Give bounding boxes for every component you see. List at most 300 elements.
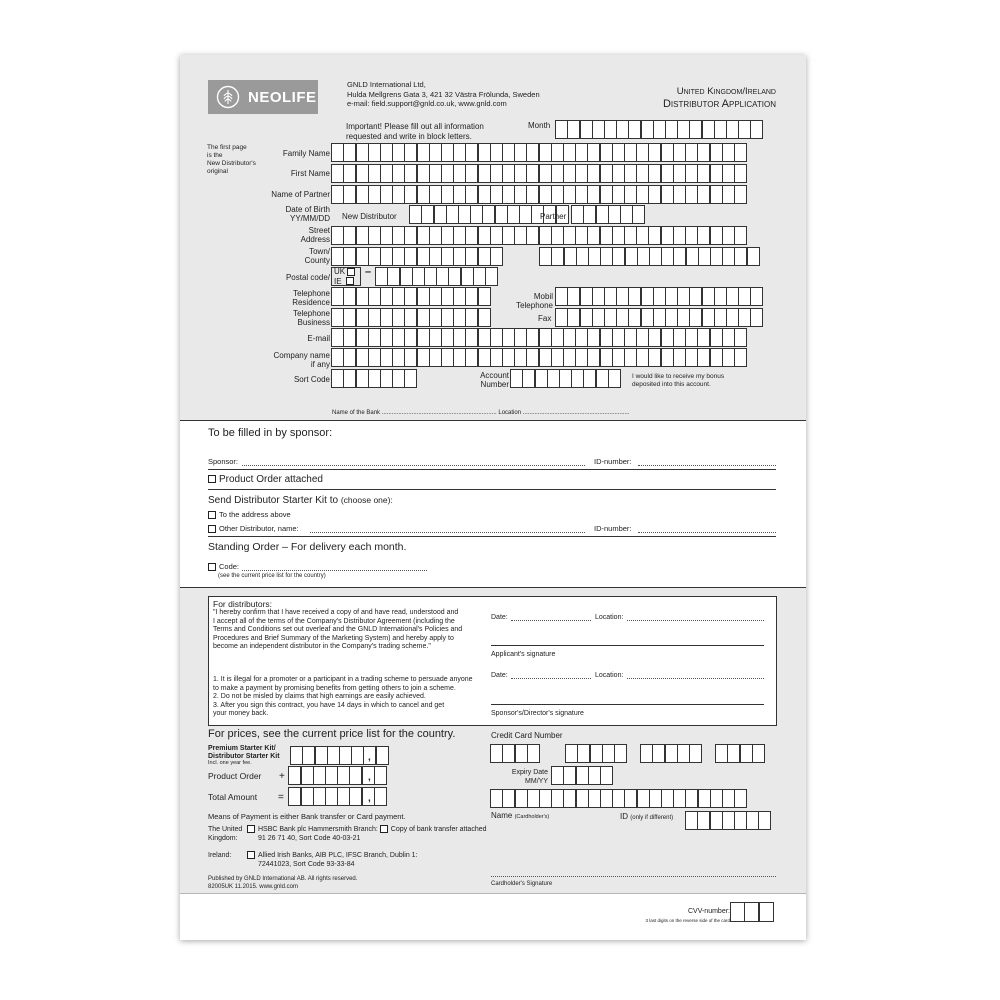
input-box[interactable] (502, 164, 515, 183)
input-box[interactable] (404, 164, 417, 183)
input-box[interactable] (555, 287, 568, 306)
input-box[interactable] (429, 308, 442, 327)
input-box[interactable] (722, 348, 735, 367)
input-box[interactable] (744, 902, 759, 922)
input-box[interactable] (527, 744, 540, 763)
input-box[interactable] (465, 164, 478, 183)
input-box[interactable] (758, 811, 771, 830)
input-box[interactable] (551, 348, 564, 367)
input-box[interactable] (673, 348, 686, 367)
input-box[interactable] (502, 789, 515, 808)
input-box[interactable] (465, 308, 478, 327)
input-box[interactable] (636, 164, 649, 183)
input-box[interactable] (404, 287, 417, 306)
input-box[interactable] (710, 185, 723, 204)
input-box[interactable] (685, 185, 698, 204)
input-box[interactable] (551, 328, 564, 347)
input-box[interactable] (485, 267, 498, 286)
input-box[interactable] (563, 328, 576, 347)
input-box[interactable] (368, 308, 381, 327)
input-box[interactable] (356, 247, 369, 266)
input-box[interactable] (689, 120, 702, 139)
input-box[interactable] (636, 328, 649, 347)
input-box[interactable] (649, 247, 662, 266)
input-box[interactable] (380, 308, 393, 327)
sponsor-signature-line[interactable] (491, 704, 764, 705)
input-box[interactable] (697, 328, 710, 347)
card-number-group-3[interactable] (641, 744, 702, 763)
input-box[interactable] (331, 287, 344, 306)
input-box[interactable] (429, 164, 442, 183)
input-box[interactable] (331, 348, 344, 367)
input-box[interactable] (564, 247, 577, 266)
input-box[interactable] (612, 185, 625, 204)
input-box[interactable] (429, 226, 442, 245)
input-box[interactable] (453, 247, 466, 266)
input-box[interactable] (612, 247, 625, 266)
input-box[interactable] (600, 185, 613, 204)
input-box[interactable] (526, 164, 539, 183)
input-box[interactable] (653, 308, 666, 327)
input-box[interactable] (738, 120, 751, 139)
fax-boxes[interactable] (556, 308, 763, 327)
input-box[interactable] (331, 247, 344, 266)
input-box[interactable] (702, 308, 715, 327)
sponsor-id-field[interactable] (638, 465, 776, 466)
input-box[interactable] (343, 185, 356, 204)
other-distributor-checkbox[interactable] (208, 525, 216, 533)
to-address-checkbox[interactable] (208, 511, 216, 519)
account-number-boxes[interactable] (511, 369, 621, 388)
input-box[interactable] (600, 226, 613, 245)
input-box[interactable] (661, 789, 674, 808)
input-box[interactable] (465, 348, 478, 367)
mobile-boxes[interactable] (556, 287, 763, 306)
input-box[interactable] (313, 766, 326, 785)
input-box[interactable] (734, 811, 747, 830)
input-box[interactable] (331, 164, 344, 183)
input-box[interactable] (453, 185, 466, 204)
input-box[interactable] (686, 247, 699, 266)
input-box[interactable] (637, 789, 650, 808)
input-box[interactable] (417, 328, 430, 347)
input-box[interactable] (714, 308, 727, 327)
input-box[interactable] (588, 766, 601, 785)
input-box[interactable] (636, 143, 649, 162)
input-box[interactable] (539, 328, 552, 347)
input-box[interactable] (356, 348, 369, 367)
input-box[interactable] (429, 247, 442, 266)
input-box[interactable] (478, 185, 491, 204)
input-box[interactable] (441, 164, 454, 183)
input-box[interactable] (448, 267, 461, 286)
input-box[interactable] (702, 287, 715, 306)
input-box[interactable] (698, 789, 711, 808)
input-box[interactable] (710, 164, 723, 183)
code-checkbox[interactable] (208, 563, 216, 571)
input-box[interactable] (600, 143, 613, 162)
input-box[interactable] (526, 226, 539, 245)
other-distributor-field[interactable] (310, 532, 585, 533)
tel-business-boxes[interactable] (332, 308, 491, 327)
input-box[interactable] (575, 143, 588, 162)
input-box[interactable] (722, 247, 735, 266)
input-box[interactable] (612, 348, 625, 367)
input-box[interactable] (726, 308, 739, 327)
input-box[interactable] (535, 369, 548, 388)
input-box[interactable] (502, 348, 515, 367)
input-box[interactable] (673, 247, 686, 266)
input-box[interactable] (600, 348, 613, 367)
town-boxes-partner[interactable] (540, 247, 760, 266)
input-box[interactable] (587, 143, 600, 162)
input-box[interactable] (392, 226, 405, 245)
input-box[interactable] (673, 226, 686, 245)
input-box[interactable] (673, 789, 686, 808)
input-box[interactable] (685, 811, 698, 830)
input-box[interactable] (288, 766, 301, 785)
input-box[interactable] (368, 369, 381, 388)
input-box[interactable] (301, 766, 314, 785)
input-box[interactable] (313, 787, 326, 806)
input-box[interactable] (404, 185, 417, 204)
input-box[interactable] (685, 226, 698, 245)
input-box[interactable] (632, 205, 645, 224)
input-box[interactable] (661, 348, 674, 367)
input-box[interactable] (429, 185, 442, 204)
input-box[interactable] (714, 120, 727, 139)
input-box[interactable] (738, 308, 751, 327)
starter-kit-amount-boxes[interactable] (291, 746, 389, 765)
input-box[interactable] (649, 789, 662, 808)
input-box[interactable] (331, 308, 344, 327)
input-box[interactable] (653, 287, 666, 306)
input-box[interactable] (343, 308, 356, 327)
input-box[interactable] (587, 348, 600, 367)
input-box[interactable] (356, 143, 369, 162)
sponsor-field[interactable] (242, 465, 585, 466)
input-box[interactable] (600, 328, 613, 347)
input-box[interactable] (356, 369, 369, 388)
input-box[interactable] (417, 348, 430, 367)
first-name-boxes[interactable] (332, 164, 747, 183)
input-box[interactable] (636, 185, 649, 204)
input-box[interactable] (661, 185, 674, 204)
family-name-boxes[interactable] (332, 143, 747, 162)
input-box[interactable] (514, 328, 527, 347)
cardholder-signature-line[interactable] (491, 876, 776, 877)
input-box[interactable] (551, 247, 564, 266)
input-box[interactable] (588, 247, 601, 266)
input-box[interactable] (478, 247, 491, 266)
input-box[interactable] (689, 287, 702, 306)
input-box[interactable] (458, 205, 471, 224)
input-box[interactable] (563, 226, 576, 245)
input-box[interactable] (465, 143, 478, 162)
input-box[interactable] (734, 164, 747, 183)
input-box[interactable] (641, 308, 654, 327)
input-box[interactable] (673, 143, 686, 162)
input-box[interactable] (620, 205, 633, 224)
input-box[interactable] (478, 287, 491, 306)
aib-checkbox[interactable] (247, 851, 255, 859)
input-box[interactable] (356, 164, 369, 183)
input-box[interactable] (577, 744, 590, 763)
input-box[interactable] (539, 185, 552, 204)
input-box[interactable] (461, 267, 474, 286)
input-box[interactable] (637, 247, 650, 266)
tel-residence-boxes[interactable] (332, 287, 491, 306)
input-box[interactable] (380, 369, 393, 388)
input-box[interactable] (710, 348, 723, 367)
input-box[interactable] (587, 164, 600, 183)
input-box[interactable] (714, 287, 727, 306)
input-box[interactable] (331, 369, 344, 388)
input-box[interactable] (441, 328, 454, 347)
input-box[interactable] (473, 267, 486, 286)
input-box[interactable] (750, 120, 763, 139)
input-box[interactable] (575, 185, 588, 204)
input-box[interactable] (515, 744, 528, 763)
input-box[interactable] (368, 164, 381, 183)
input-box[interactable] (356, 287, 369, 306)
input-box[interactable] (331, 226, 344, 245)
other-id-field[interactable] (638, 532, 776, 533)
input-box[interactable] (730, 902, 745, 922)
applicant-signature-line[interactable] (491, 645, 764, 646)
input-box[interactable] (490, 143, 503, 162)
input-box[interactable] (343, 348, 356, 367)
input-box[interactable] (722, 811, 735, 830)
input-box[interactable] (590, 744, 603, 763)
input-box[interactable] (380, 247, 393, 266)
input-box[interactable] (641, 120, 654, 139)
input-box[interactable] (738, 287, 751, 306)
input-box[interactable] (331, 267, 361, 286)
input-box[interactable] (587, 328, 600, 347)
input-box[interactable] (288, 787, 301, 806)
cardholder-name-boxes[interactable] (491, 789, 747, 808)
input-box[interactable] (673, 328, 686, 347)
input-box[interactable] (746, 811, 759, 830)
input-box[interactable] (710, 247, 723, 266)
input-box[interactable] (592, 308, 605, 327)
input-box[interactable] (722, 164, 735, 183)
input-box[interactable] (392, 247, 405, 266)
input-box[interactable] (392, 348, 405, 367)
input-box[interactable] (514, 226, 527, 245)
input-box[interactable] (514, 185, 527, 204)
input-box[interactable] (580, 287, 593, 306)
input-box[interactable] (596, 369, 609, 388)
input-box[interactable] (478, 308, 491, 327)
input-box[interactable] (750, 287, 763, 306)
input-box[interactable] (685, 143, 698, 162)
input-box[interactable] (436, 267, 449, 286)
card-number-group-2[interactable] (566, 744, 627, 763)
input-box[interactable] (624, 226, 637, 245)
input-box[interactable] (648, 328, 661, 347)
input-box[interactable] (734, 226, 747, 245)
input-box[interactable] (376, 746, 389, 765)
input-box[interactable] (600, 789, 613, 808)
input-box[interactable] (441, 247, 454, 266)
input-box[interactable] (575, 226, 588, 245)
input-box[interactable] (580, 120, 593, 139)
input-box[interactable] (685, 789, 698, 808)
input-box[interactable] (519, 205, 532, 224)
input-box[interactable] (301, 787, 314, 806)
input-box[interactable] (349, 787, 362, 806)
input-box[interactable] (441, 185, 454, 204)
town-boxes-distributor[interactable] (332, 247, 503, 266)
input-box[interactable] (710, 789, 723, 808)
input-box[interactable] (697, 226, 710, 245)
input-box[interactable] (710, 226, 723, 245)
input-box[interactable] (392, 369, 405, 388)
input-box[interactable] (368, 348, 381, 367)
input-box[interactable] (441, 348, 454, 367)
input-box[interactable] (596, 205, 609, 224)
input-box[interactable] (576, 789, 589, 808)
input-box[interactable] (677, 308, 690, 327)
input-box[interactable] (726, 120, 739, 139)
input-box[interactable] (490, 348, 503, 367)
input-box[interactable] (612, 143, 625, 162)
input-box[interactable] (392, 287, 405, 306)
input-box[interactable] (465, 185, 478, 204)
input-box[interactable] (514, 348, 527, 367)
code-field[interactable] (242, 570, 427, 571)
input-box[interactable] (453, 348, 466, 367)
input-box[interactable] (417, 226, 430, 245)
input-box[interactable] (351, 746, 364, 765)
input-box[interactable] (380, 164, 393, 183)
input-box[interactable] (478, 164, 491, 183)
input-box[interactable] (698, 247, 711, 266)
input-box[interactable] (565, 744, 578, 763)
input-box[interactable] (697, 164, 710, 183)
input-box[interactable] (478, 328, 491, 347)
input-box[interactable] (616, 120, 629, 139)
input-box[interactable] (404, 226, 417, 245)
input-box[interactable] (453, 226, 466, 245)
input-box[interactable] (583, 205, 596, 224)
input-box[interactable] (343, 287, 356, 306)
input-box[interactable] (343, 164, 356, 183)
input-box[interactable] (453, 328, 466, 347)
input-box[interactable] (685, 328, 698, 347)
input-box[interactable] (441, 143, 454, 162)
input-box[interactable] (482, 205, 495, 224)
input-box[interactable] (526, 348, 539, 367)
input-box[interactable] (429, 287, 442, 306)
input-box[interactable] (380, 287, 393, 306)
input-box[interactable] (648, 143, 661, 162)
input-box[interactable] (710, 143, 723, 162)
input-box[interactable] (325, 766, 338, 785)
applicant-date-field[interactable] (511, 620, 591, 621)
input-box[interactable] (734, 789, 747, 808)
input-box[interactable] (465, 226, 478, 245)
input-box[interactable] (624, 789, 637, 808)
input-box[interactable] (539, 348, 552, 367)
input-box[interactable] (567, 120, 580, 139)
input-box[interactable] (490, 247, 503, 266)
input-box[interactable] (502, 744, 515, 763)
expiry-boxes[interactable] (552, 766, 613, 785)
input-box[interactable] (715, 744, 728, 763)
partner-name-boxes[interactable] (332, 185, 747, 204)
input-box[interactable] (539, 143, 552, 162)
input-box[interactable] (526, 143, 539, 162)
input-box[interactable] (576, 766, 589, 785)
input-box[interactable] (604, 120, 617, 139)
product-order-checkbox[interactable] (208, 475, 216, 483)
input-box[interactable] (331, 185, 344, 204)
input-box[interactable] (661, 226, 674, 245)
input-box[interactable] (526, 328, 539, 347)
input-box[interactable] (502, 143, 515, 162)
input-box[interactable] (392, 164, 405, 183)
input-box[interactable] (576, 247, 589, 266)
input-box[interactable] (551, 164, 564, 183)
input-box[interactable] (563, 789, 576, 808)
input-box[interactable] (424, 267, 437, 286)
input-box[interactable] (441, 226, 454, 245)
input-box[interactable] (604, 287, 617, 306)
input-box[interactable] (583, 369, 596, 388)
input-box[interactable] (327, 746, 340, 765)
input-box[interactable] (636, 226, 649, 245)
input-box[interactable] (380, 185, 393, 204)
input-box[interactable] (368, 287, 381, 306)
input-box[interactable] (685, 164, 698, 183)
input-box[interactable] (608, 369, 621, 388)
input-box[interactable] (409, 205, 422, 224)
cardholder-id-boxes[interactable] (686, 811, 771, 830)
input-box[interactable] (734, 348, 747, 367)
input-box[interactable] (555, 120, 568, 139)
input-box[interactable] (404, 247, 417, 266)
input-box[interactable] (747, 247, 760, 266)
input-box[interactable] (478, 143, 491, 162)
input-box[interactable] (392, 143, 405, 162)
input-box[interactable] (559, 369, 572, 388)
input-box[interactable] (417, 164, 430, 183)
input-box[interactable] (734, 185, 747, 204)
input-box[interactable] (392, 308, 405, 327)
input-box[interactable] (522, 369, 535, 388)
input-box[interactable] (507, 205, 520, 224)
input-box[interactable] (404, 369, 417, 388)
input-box[interactable] (653, 120, 666, 139)
input-box[interactable] (400, 267, 413, 286)
input-box[interactable] (502, 185, 515, 204)
sort-code-boxes[interactable] (332, 369, 417, 388)
input-box[interactable] (722, 226, 735, 245)
input-box[interactable] (689, 308, 702, 327)
input-box[interactable] (380, 328, 393, 347)
input-box[interactable] (551, 185, 564, 204)
input-box[interactable] (551, 789, 564, 808)
input-box[interactable] (612, 328, 625, 347)
input-box[interactable] (465, 247, 478, 266)
input-box[interactable] (588, 789, 601, 808)
input-box[interactable] (702, 120, 715, 139)
input-box[interactable] (356, 308, 369, 327)
input-box[interactable] (368, 226, 381, 245)
